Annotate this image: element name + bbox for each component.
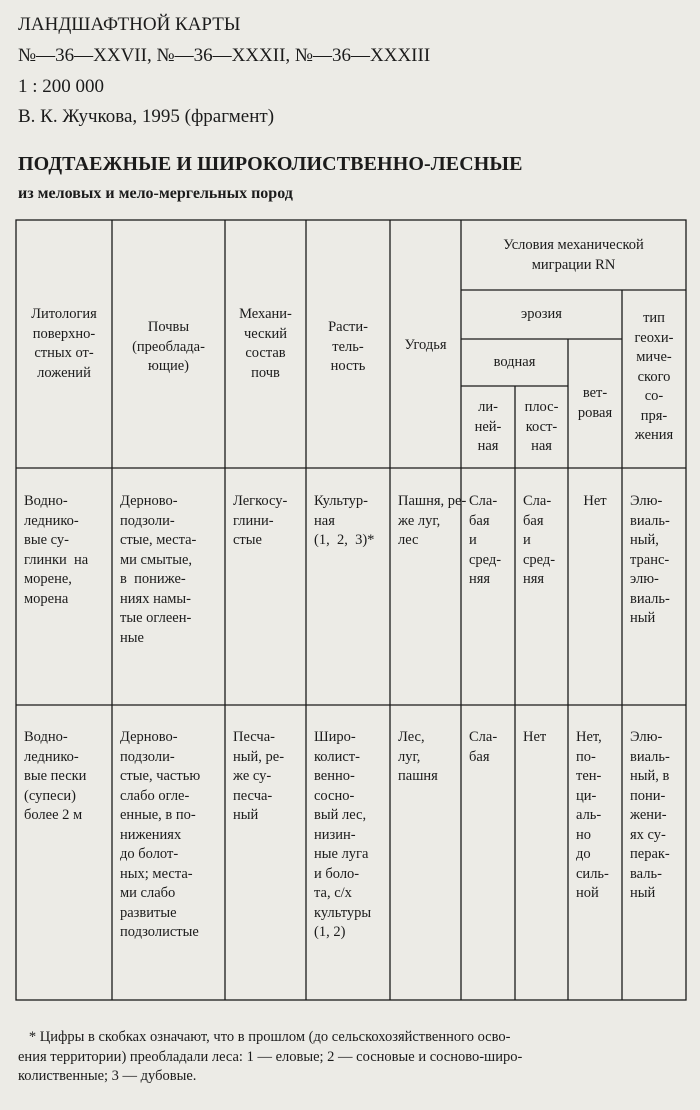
footnote: * Цифры в скобках означают, что в прошлом (до сельскохозяйственного осво- ения территории) преобладали леса: 1 — еловые; 2 — сосновые и сосново-широ- колиственные; 3 — дубовые. (18, 1029, 523, 1084)
header-migration: Условия механической миграции RN (503, 237, 644, 273)
header-vegetation: Расти- тель- ность (328, 319, 368, 374)
row2-linear: Сла- бая (469, 729, 498, 765)
row1-mech: Легкосу- глини- стые (233, 493, 288, 548)
map-title: ЛАНДШАФТНОЙ КАРТЫ (18, 14, 241, 35)
section-subtitle: из меловых и мело-мергельных пород (18, 185, 293, 202)
header-linear: ли- ней- ная (474, 399, 502, 454)
row1-lands: Пашня, ре- же луг, лес (398, 493, 467, 548)
row2-geochem: Элю- виаль- ный, в пони- жени- ях су- перак- валь- ный (630, 729, 670, 901)
row2-mech: Песча- ный, ре- же су- песча- ный (233, 729, 285, 823)
row1-geochem: Элю- виаль- ный, транс- элю- виаль- ный (630, 493, 670, 626)
row2-wind: Нет, по- тен- ци- аль- но до силь- ной (576, 729, 609, 901)
header-planar: плос- кост- ная (524, 399, 559, 454)
row2-soils: Дерново- подзоли- стые, частью слабо огле- енные, в по- нижениях до болот- ных; места- ми слабо развитые подзолистые (120, 729, 201, 940)
map-scale: 1 : 200 000 (18, 76, 105, 97)
row1-soils: Дерново- подзоли- стые, места- ми смытые, в пониже- ниях намы- тые оглеен- ные (120, 493, 197, 646)
header-wind: вет- ровая (577, 385, 613, 421)
row2-planar: Нет (523, 729, 547, 745)
row1-lithology: Водно- леднико- вые су- глинки на морене, морена (24, 493, 89, 607)
header-geochem: тип геохи- миче- ского со- пря- жения (634, 310, 674, 443)
map-sheets: №—36—XXVII, №—36—XXXII, №—36—XXXIII (18, 45, 431, 66)
header-mech: Механи- ческий состав почв (239, 306, 292, 381)
header-soils: Почвы (преоблада- ющие) (132, 319, 205, 374)
header-water: водная (493, 354, 536, 370)
row2-lands: Лес, луг, пашня (398, 729, 438, 784)
row1-wind: Нет (583, 493, 607, 509)
header-lands: Угодья (404, 337, 447, 353)
row1-planar: Сла- бая и сред- няя (523, 493, 556, 587)
map-author: В. К. Жучкова, 1995 (фрагмент) (18, 106, 275, 127)
header-lithology: Литология поверхно- стных от- ложений (31, 306, 97, 381)
row1-linear: Сла- бая и сред- няя (469, 493, 502, 587)
row2-vegetation: Широ- колист- венно- сосно- вый лес, низин- ные луга и боло- та, с/х культуры (1, 2) (314, 729, 372, 940)
row1-vegetation: Культур- ная (1, 2, 3)* (314, 493, 375, 548)
section-title: ПОДТАЕЖНЫЕ И ШИРОКОЛИСТВЕННО-ЛЕСНЫЕ (18, 153, 523, 175)
header-erosion: эрозия (521, 306, 562, 322)
row2-lithology: Водно- леднико- вые пески (супеси) более 2 м (24, 729, 87, 823)
